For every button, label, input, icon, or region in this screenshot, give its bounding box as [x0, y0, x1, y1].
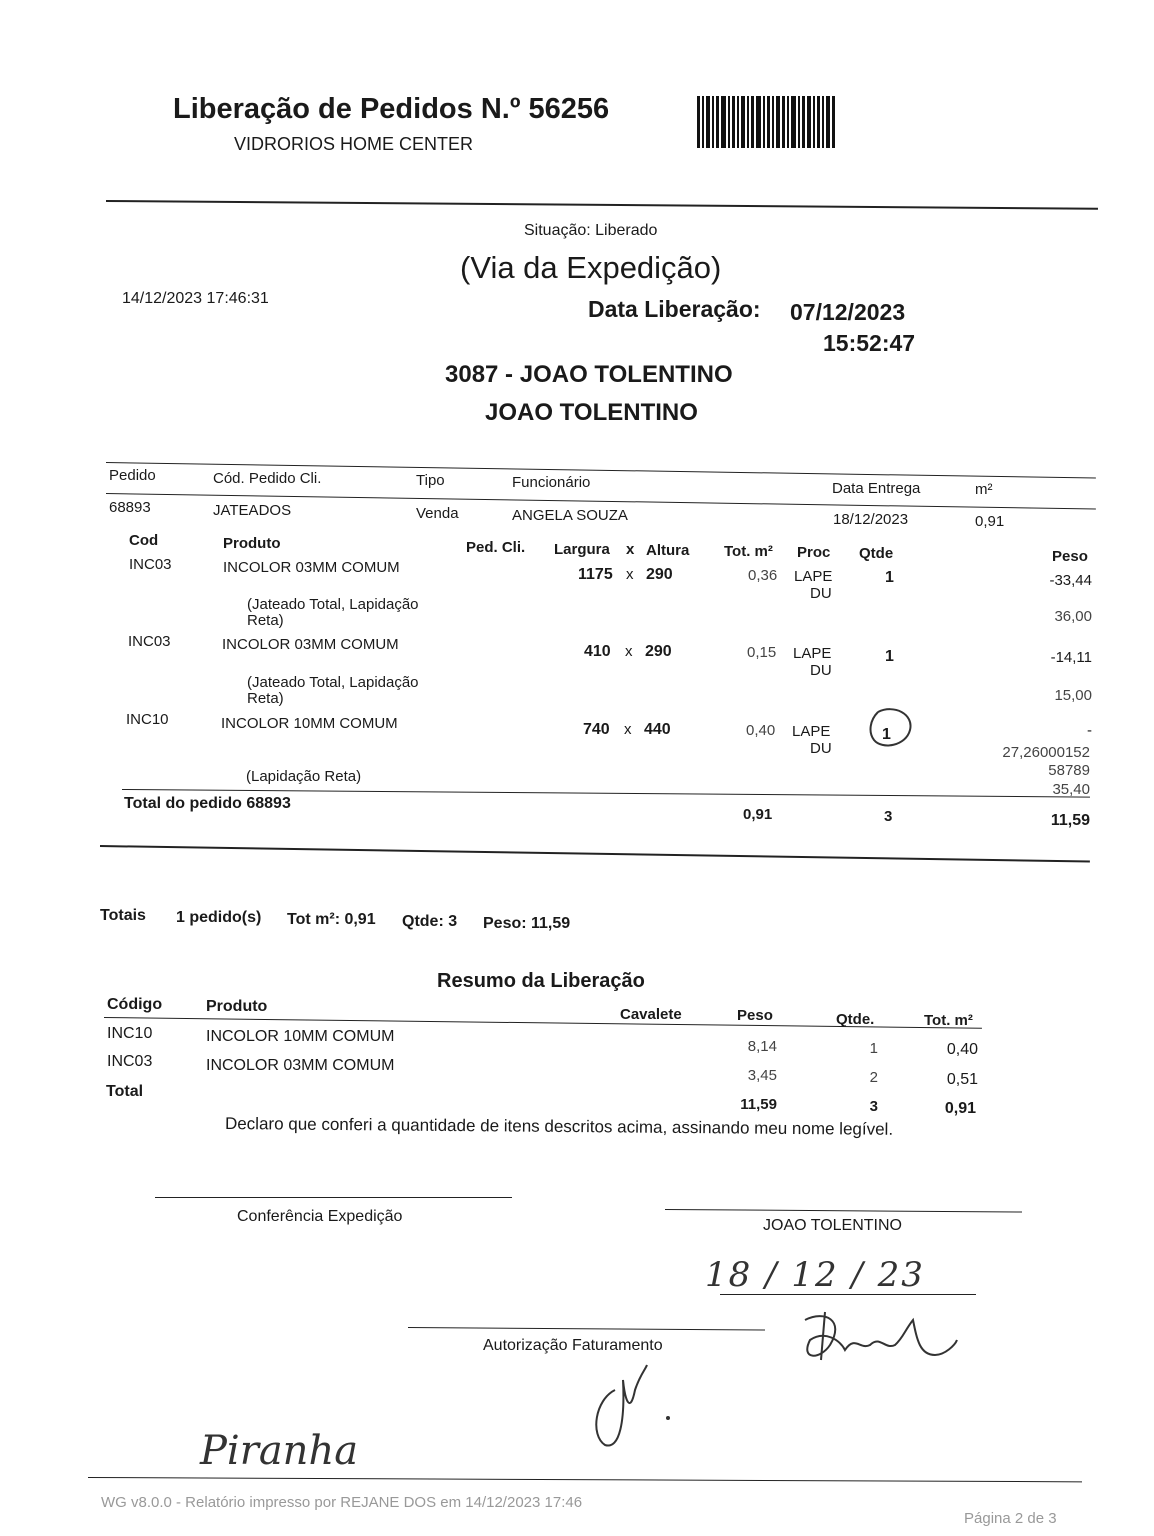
item-2-largura: 410 [584, 643, 611, 660]
totais-label: Totais [100, 907, 146, 924]
situacao: Situação: Liberado [524, 222, 658, 239]
order-bottom-line [100, 845, 1090, 863]
totais-peso: Peso: 11,59 [483, 915, 571, 932]
item-1-peso-2: 36,00 [1054, 608, 1092, 625]
item-3-cod: INC10 [126, 711, 169, 728]
item-1-largura: 1175 [578, 566, 613, 583]
item-3-tot-m2: 0,40 [746, 722, 776, 739]
item-3-qtde: 1 [882, 726, 891, 743]
company-name: VIDRORIOS HOME CENTER [234, 134, 474, 154]
col-data-entrega: Data Entrega [832, 480, 921, 497]
item-3-x: x [624, 721, 632, 738]
col-cod-pedido-cli: Cód. Pedido Cli. [213, 470, 322, 487]
item-2-qtde: 1 [885, 648, 894, 665]
declaration-text: Declaro que conferi a quantidade de itens descritos acima, assinando meu nome legível. [224, 1114, 894, 1139]
footer-page-number: Página 2 de 3 [964, 1510, 1057, 1527]
val-data-entrega: 18/12/2023 [833, 511, 909, 528]
totais-qtde: Qtde: 3 [402, 913, 458, 930]
item-2-desc-2: Reta) [247, 690, 284, 707]
via-expedicao: (Via da Expedição) [460, 250, 722, 285]
items-col-produto: Produto [223, 535, 281, 552]
val-pedido: 68893 [109, 499, 151, 516]
date-underline [720, 1294, 976, 1295]
autorizacao-label: Autorização Faturamento [483, 1337, 663, 1354]
item-2-produto: INCOLOR 03MM COMUM [222, 636, 399, 653]
items-col-peso: Peso [1052, 548, 1088, 565]
item-2-peso-2: 15,00 [1054, 687, 1092, 704]
resumo-row-2-tot-m2: 0,51 [946, 1071, 978, 1088]
col-tipo: Tipo [416, 472, 445, 489]
resumo-col-tot-m2: Tot. m² [924, 1012, 973, 1029]
resumo-row-2-produto: INCOLOR 03MM COMUM [206, 1057, 395, 1074]
item-3-desc-1: (Lapidação Reta) [246, 768, 362, 785]
item-1-cod: INC03 [129, 556, 172, 573]
document-title: Liberação de Pedidos N.º 56256 [173, 93, 610, 125]
data-liberacao-label: Data Liberação: [588, 296, 761, 322]
resumo-row-1-peso: 8,14 [747, 1038, 777, 1055]
barcode [697, 96, 872, 148]
item-1-altura: 290 [646, 566, 673, 583]
item-1-peso-1: -33,44 [1049, 572, 1092, 589]
col-funcionario: Funcionário [512, 474, 591, 491]
item-2-cod: INC03 [128, 633, 171, 650]
resumo-col-produto: Produto [206, 998, 268, 1015]
item-1-x: x [626, 566, 634, 583]
val-funcionario: ANGELA SOUZA [512, 507, 628, 524]
item-3-produto: INCOLOR 10MM COMUM [221, 715, 398, 732]
resumo-col-codigo: Código [107, 996, 163, 1013]
client-signature-name: JOAO TOLENTINO [763, 1217, 902, 1234]
resumo-row-1-codigo: INC10 [107, 1025, 153, 1042]
client-name: JOAO TOLENTINO [485, 399, 698, 426]
resumo-row-1-qtde: 1 [869, 1040, 878, 1057]
val-tipo: Venda [416, 505, 459, 522]
items-col-ped-cli: Ped. Cli. [466, 539, 526, 556]
client-code-name: 3087 - JOAO TOLENTINO [445, 361, 733, 388]
handwritten-name: Piranha [200, 1428, 359, 1474]
item-2-proc-2: DU [810, 662, 832, 679]
item-3-largura: 740 [583, 721, 610, 738]
handwritten-date: 18 / 12 / 23 [705, 1255, 925, 1295]
item-3-peso-dash: - [1087, 722, 1092, 739]
resumo-row-2-peso: 3,45 [747, 1067, 777, 1084]
order-total-label: Total do pedido 68893 [124, 795, 291, 812]
print-datetime: 14/12/2023 17:46:31 [122, 290, 269, 307]
item-1-tot-m2: 0,36 [748, 567, 778, 584]
resumo-row-1-tot-m2: 0,40 [946, 1041, 978, 1058]
item-3-proc-1: LAPE [792, 723, 831, 740]
item-2-peso-1: -14,11 [1050, 649, 1092, 666]
resumo-col-peso: Peso [737, 1007, 773, 1024]
resumo-col-cavalete: Cavalete [620, 1006, 682, 1023]
initials-scribble [585, 1360, 675, 1450]
data-liberacao-date: 07/12/2023 [790, 299, 906, 325]
col-pedido: Pedido [109, 467, 156, 484]
item-1-qtde: 1 [885, 569, 894, 586]
conferencia-label: Conferência Expedição [237, 1208, 403, 1225]
item-3-proc-2: DU [810, 740, 832, 757]
conferencia-signature-line [155, 1197, 512, 1198]
item-2-tot-m2: 0,15 [747, 644, 777, 661]
order-total-peso: 11,59 [1050, 812, 1090, 829]
item-1-proc-1: LAPE [794, 568, 833, 585]
items-col-x: x [626, 541, 635, 558]
item-3-altura: 440 [644, 721, 671, 738]
val-m2: 0,91 [975, 513, 1005, 530]
items-col-proc: Proc [797, 544, 831, 561]
footer-print-info: WG v8.0.0 - Relatório impresso por REJANE DOS em 14/12/2023 17:46 [101, 1494, 583, 1511]
item-3-peso-1: 27,26000152 [1002, 744, 1090, 761]
header-divider [106, 200, 1098, 210]
items-col-largura: Largura [554, 541, 610, 558]
resumo-total-qtde: 3 [869, 1098, 878, 1115]
item-1-proc-2: DU [810, 585, 832, 602]
data-liberacao-time: 15:52:47 [823, 330, 916, 356]
resumo-row-2-qtde: 2 [869, 1069, 878, 1086]
resumo-total-label: Total [106, 1083, 144, 1100]
totais-tot-m2: Tot m²: 0,91 [287, 911, 376, 928]
resumo-row-1-produto: INCOLOR 10MM COMUM [206, 1028, 395, 1045]
item-1-desc-1: (Jateado Total, Lapidação [247, 596, 419, 613]
items-col-cod: Cod [129, 532, 159, 549]
items-col-qtde: Qtde [859, 545, 894, 562]
val-cod-pedido-cli: JATEADOS [213, 502, 292, 519]
order-total-qtde: 3 [884, 808, 893, 825]
resumo-col-qtde: Qtde. [836, 1011, 875, 1028]
item-2-desc-1: (Jateado Total, Lapidação [247, 674, 419, 691]
item-2-altura: 290 [645, 643, 672, 660]
item-2-x: x [625, 643, 633, 660]
footer-line [88, 1477, 1082, 1482]
items-col-tot-m2: Tot. m² [724, 543, 773, 560]
item-3-peso-1b: 58789 [1048, 762, 1090, 779]
client-signature-line [665, 1209, 1022, 1212]
resumo-title: Resumo da Liberação [437, 970, 645, 992]
col-m2: m² [975, 481, 993, 498]
item-3-peso-2: 35,40 [1052, 781, 1090, 798]
item-1-produto: INCOLOR 03MM COMUM [223, 559, 400, 576]
item-2-proc-1: LAPE [793, 645, 832, 662]
client-signature-scribble [785, 1300, 965, 1370]
resumo-row-2-codigo: INC03 [107, 1053, 153, 1070]
item-1-desc-2: Reta) [247, 612, 284, 629]
order-total-m2: 0,91 [743, 806, 773, 823]
items-col-altura: Altura [646, 542, 690, 559]
totais-pedidos: 1 pedido(s) [176, 909, 262, 926]
autorizacao-signature-line [408, 1327, 765, 1330]
resumo-total-tot-m2: 0,91 [944, 1100, 976, 1117]
resumo-total-peso: 11,59 [740, 1096, 777, 1113]
